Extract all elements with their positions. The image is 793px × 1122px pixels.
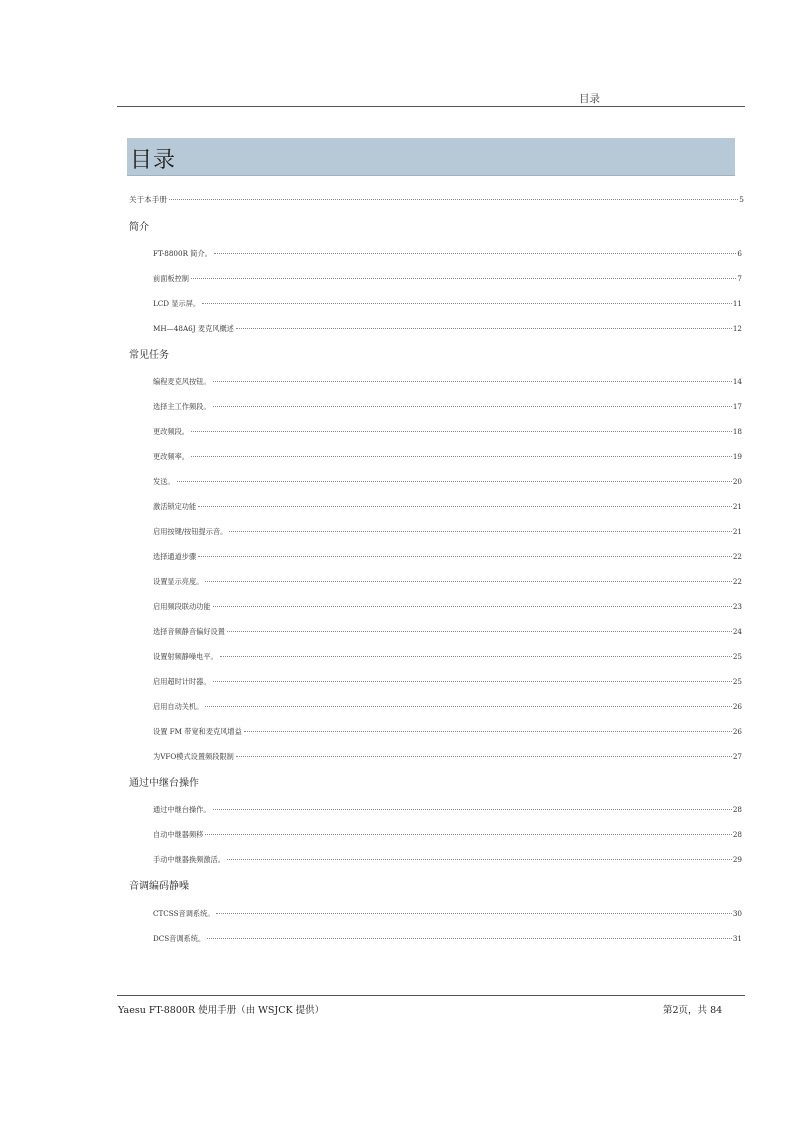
toc-entry-page: 25 (732, 652, 742, 661)
toc-entry-label: 启用按键/按钮提示音。 (153, 527, 228, 536)
toc-entry-page: 28 (732, 830, 742, 839)
toc-entry-label: 关于本手册 (129, 195, 167, 204)
dot-leader (191, 278, 736, 279)
toc-entry[interactable] (153, 576, 742, 588)
dot-leader (229, 531, 732, 532)
footer-rule (117, 995, 745, 996)
toc-entry-label: 设置显示亮度。 (153, 577, 204, 586)
toc-entry-label: 通过中继台操作。 (153, 805, 211, 814)
toc-entry[interactable] (153, 273, 742, 285)
toc-entry-page: 5 (739, 195, 744, 204)
toc-entry-page: 6 (737, 249, 742, 258)
toc-entry[interactable] (153, 626, 742, 638)
header-rule (117, 106, 745, 107)
page-header-title: 目录 (579, 93, 600, 105)
toc-entry-label: 设置射频静噪电平。 (153, 652, 218, 661)
footer-document-title: Yaesu FT-8800R 使用手册（由 WSJCK 提供） (118, 1005, 325, 1016)
toc-entry-label: 选择音频静音偏好设置 (153, 627, 225, 636)
toc-entry-page: 11 (732, 299, 742, 308)
toc-entry[interactable] (153, 323, 742, 335)
toc-entry[interactable] (153, 551, 742, 563)
toc-entry-page: 22 (732, 577, 742, 586)
toc-entry-page: 28 (732, 805, 742, 814)
dot-leader (220, 656, 732, 657)
toc-entry-label: 启用超时计时器。 (153, 677, 211, 686)
toc-entry-label: 启用自动关机。 (153, 702, 204, 711)
toc-entry-page: 21 (732, 527, 742, 536)
toc-entry[interactable] (153, 426, 742, 438)
toc-entry[interactable] (153, 701, 742, 713)
toc-entry[interactable] (153, 298, 742, 310)
toc-entry[interactable] (153, 651, 742, 663)
toc-entry[interactable] (153, 248, 742, 260)
toc-entry-page: 24 (732, 627, 742, 636)
footer-page-number: 第2页，共 84 (663, 1005, 723, 1016)
toc-entry[interactable] (153, 376, 742, 388)
toc-entry[interactable] (153, 676, 742, 688)
toc-entry-page: 17 (732, 402, 742, 411)
banner-title: 目录 (130, 148, 177, 173)
dot-leader (191, 456, 732, 457)
dot-leader (198, 556, 732, 557)
toc-entry[interactable] (153, 854, 742, 866)
toc-entry-about[interactable] (129, 194, 744, 206)
toc-entry-page: 22 (732, 552, 742, 561)
dot-leader (213, 606, 732, 607)
toc-entry-label: MH—48A6J 麦克风概述 (153, 324, 234, 333)
dot-leader (198, 506, 732, 507)
dot-leader (205, 834, 732, 835)
toc-entry-page: 27 (732, 752, 742, 761)
toc-entry[interactable] (153, 501, 742, 513)
dot-leader (169, 199, 738, 200)
toc-entry-page: 26 (732, 702, 742, 711)
toc-entry-label: DCS音调系统。 (153, 934, 206, 943)
toc-entry[interactable] (153, 933, 742, 945)
toc-entry-label: 自动中继器频移 (153, 830, 204, 839)
toc-entry[interactable] (153, 401, 742, 413)
toc-entry-label: 激活锁定功能 (153, 502, 197, 511)
toc-entry-label: LCD 显示屏。 (153, 299, 201, 308)
dot-leader (213, 381, 732, 382)
toc-entry-page: 21 (732, 502, 742, 511)
dot-leader (236, 328, 732, 329)
dot-leader (177, 481, 732, 482)
dot-leader (213, 809, 732, 810)
toc-entry[interactable] (153, 804, 742, 816)
dot-leader (227, 859, 732, 860)
toc-banner (127, 138, 735, 176)
toc-section-title: 常见任务 (129, 350, 169, 361)
dot-leader (236, 756, 732, 757)
toc-entry-page: 30 (732, 909, 742, 918)
toc-entry-label: 手动中继器换频激活。 (153, 855, 225, 864)
dot-leader (213, 406, 732, 407)
toc-entry[interactable] (153, 476, 742, 488)
dot-leader (213, 681, 732, 682)
dot-leader (214, 253, 737, 254)
toc-entry-label: CTCSS音调系统。 (153, 909, 215, 918)
toc-entry-page: 29 (732, 855, 742, 864)
toc-entry-label: 启用频段联动功能 (153, 602, 211, 611)
dot-leader (227, 631, 732, 632)
toc-entry-page: 7 (737, 274, 742, 283)
toc-entry[interactable] (153, 601, 742, 613)
dot-leader (205, 706, 732, 707)
toc-entry-page: 23 (732, 602, 742, 611)
toc-entry[interactable] (153, 751, 742, 763)
toc-entry[interactable] (153, 526, 742, 538)
toc-entry-label: 选择主工作频段。 (153, 402, 211, 411)
toc-entry-page: 18 (732, 427, 742, 436)
toc-entry-label: 设置 FM 带宽和麦克风增益 (153, 727, 242, 736)
toc-entry[interactable] (153, 726, 742, 738)
toc-entry-label: FT-8800R 简介。 (153, 249, 212, 258)
dot-leader (216, 913, 731, 914)
toc-entry-label: 选择通道步骤 (153, 552, 197, 561)
toc-entry-page: 19 (732, 452, 742, 461)
toc-section-title: 通过中继台操作 (129, 778, 199, 789)
toc-section-title: 音调编码静噪 (129, 881, 189, 892)
dot-leader (202, 303, 732, 304)
toc-entry[interactable] (153, 829, 742, 841)
toc-entry[interactable] (153, 451, 742, 463)
dot-leader (207, 938, 732, 939)
toc-entry-page: 14 (732, 377, 742, 386)
toc-entry-label: 更改频率。 (153, 452, 189, 461)
dot-leader (244, 731, 732, 732)
toc-entry-label: 前面板控制 (153, 274, 189, 283)
toc-entry[interactable] (153, 908, 742, 920)
toc-entry-label: 更改频段。 (153, 427, 189, 436)
toc-entry-page: 12 (732, 324, 742, 333)
toc-entry-page: 31 (732, 934, 742, 943)
dot-leader (191, 431, 732, 432)
toc-entry-page: 25 (732, 677, 742, 686)
dot-leader (205, 581, 732, 582)
toc-entry-page: 20 (732, 477, 742, 486)
toc-entry-label: 编程麦克风按钮。 (153, 377, 211, 386)
toc-entry-label: 发送。 (153, 477, 175, 486)
toc-entry-label: 为VFO模式设置频段限制 (153, 752, 234, 761)
toc-entry-page: 26 (732, 727, 742, 736)
toc-section-title: 简介 (129, 222, 149, 233)
